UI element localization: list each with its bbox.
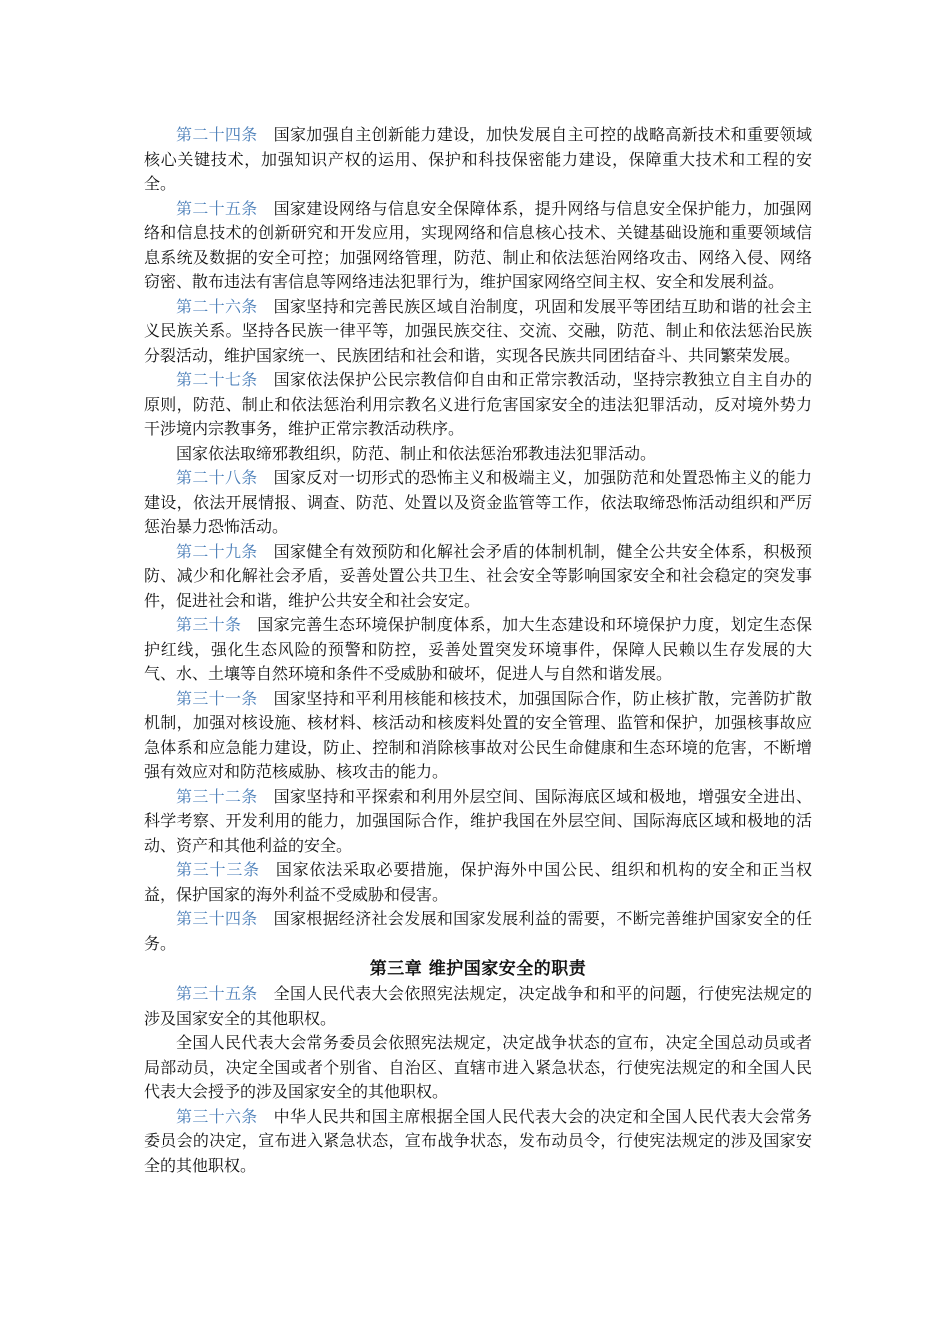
article-31 (144, 687, 812, 785)
article-36 (144, 1105, 812, 1179)
article-text: 国家坚持和完善民族区域自治制度，巩固和发展平等团结互助和谐的社会主义民族关系。坚持各民族一律平等，加强民族交往、交流、交融，防范、制止和依法惩治民族分裂活动，维护国家统一、民族团结和社会和谐，实现各民族共同团结奋斗、共同繁荣发展。 (144, 296, 812, 365)
article-label: 第三十六条 (176, 1106, 258, 1126)
article-text: 国家反对一切形式的恐怖主义和极端主义，加强防范和处置恐怖主义的能力建设，依法开展情报、调查、防范、处置以及资金监管等工作，依法取缔恐怖活动组织和严厉惩治暴力恐怖活动。 (144, 468, 812, 536)
article-text: 国家根据经济社会发展和国家发展利益的需要，不断完善维护国家安全的任务。 (144, 909, 812, 953)
article-25 (144, 197, 812, 295)
article-text: 全国人民代表大会依照宪法规定，决定战争和和平的问题，行使宪法规定的涉及国家安全的其他职权。 (144, 984, 812, 1028)
article-text: 国家依法保护公民宗教信仰自由和正常宗教活动，坚持宗教独立自主自办的原则，防范、制止和依法惩治利用宗教名义进行危害国家安全的违法犯罪活动，反对境外势力干涉境内宗教事务，维护正常宗教活动秩序。 (144, 370, 812, 438)
article-text: 中华人民共和国主席根据全国人民代表大会的决定和全国人民代表大会常务委员会的决定，宣布进入紧急状态，宣布战争状态，发布动员令，行使宪法规定的涉及国家安全的其他职权。 (144, 1106, 812, 1175)
article-label: 第二十五条 (176, 198, 258, 218)
article-27-paragraph-2 (144, 442, 812, 467)
document-page (144, 123, 812, 1178)
article-text: 国家依法采取必要措施，保护海外中国公民、组织和机构的安全和正当权益，保护国家的海外利益不受威胁和侵害。 (144, 860, 812, 904)
article-text: 国家建设网络与信息安全保障体系，提升网络与信息安全保护能力，加强网络和信息技术的创新研究和开发应用，实现网络和信息核心技术、关键基础设施和重要领域信息系统及数据的安全可控；加强网络管理，防范、制止和依法惩治网络攻击、网络入侵、网络窃密、散布违法有害信息等网络违法犯罪行为，维护国家网络空间主权、安全和发展利益。 (144, 198, 812, 291)
article-28 (144, 466, 812, 540)
article-label: 第三十四条 (176, 909, 258, 928)
article-26 (144, 295, 812, 369)
article-33 (144, 858, 812, 907)
article-text: 国家坚持和平利用核能和核技术，加强国际合作，防止核扩散，完善防扩散机制，加强对核设施、核材料、核活动和核废料处置的安全管理、监管和保护，加强核事故应急体系和应急能力建设，防止、控制和消除核事故对公民生命健康和生态环境的危害，不断增强有效应对和防范核威胁、核攻击的能力。 (144, 688, 812, 781)
article-label: 第二十九条 (176, 541, 258, 561)
article-label: 第三十二条 (176, 786, 258, 806)
paragraph-text: 全国人民代表大会常务委员会依照宪法规定，决定战争状态的宣布，决定全国总动员或者局部动员，决定全国或者个别省、自治区、直辖市进入紧急状态，行使宪法规定的和全国人民代表大会授予的涉及国家安全的其他职权。 (144, 1033, 812, 1101)
article-32 (144, 785, 812, 859)
paragraph-text: 国家依法取缔邪教组织，防范、制止和依法惩治邪教违法犯罪活动。 (176, 443, 657, 463)
article-label: 第三十五条 (176, 984, 258, 1003)
article-24 (144, 123, 812, 197)
article-label: 第二十七条 (176, 370, 258, 389)
chapter-heading: 第三章 维护国家安全的职责 (369, 959, 587, 979)
article-label: 第二十八条 (176, 468, 258, 487)
article-label: 第三十三条 (176, 860, 260, 879)
article-text: 国家加强自主创新能力建设，加快发展自主可控的战略高新技术和重要领域核心关键技术，加强知识产权的运用、保护和科技保密能力建设，保障重大技术和工程的安全。 (144, 125, 812, 193)
article-text: 国家坚持和平探索和利用外层空间、国际海底区域和极地，增强安全进出、科学考察、开发利用的能力，加强国际合作，维护我国在外层空间、国际海底区域和极地的活动、资产和其他利益的安全。 (144, 786, 812, 855)
article-34 (144, 907, 812, 956)
article-label: 第三十一条 (176, 688, 258, 708)
article-label: 第二十六条 (176, 296, 258, 316)
article-35 (144, 982, 812, 1031)
article-text: 国家健全有效预防和化解社会矛盾的体制机制，健全公共安全体系，积极预防、减少和化解社会矛盾，妥善处置公共卫生、社会安全等影响国家安全和社会稳定的突发事件，促进社会和谐，维护公共安全和社会安定。 (144, 541, 812, 610)
article-text: 国家完善生态环境保护制度体系，加大生态建设和环境保护力度，划定生态保护红线，强化生态风险的预警和防控，妥善处置突发环境事件，保障人民赖以生存发展的大气、水、土壤等自然环境和条件不受威胁和破坏，促进人与自然和谐发展。 (144, 615, 812, 683)
article-30 (144, 613, 812, 687)
article-35-paragraph-2 (144, 1031, 812, 1105)
article-27 (144, 368, 812, 442)
article-29 (144, 540, 812, 614)
article-label: 第三十条 (176, 615, 242, 634)
article-label: 第二十四条 (176, 125, 258, 144)
